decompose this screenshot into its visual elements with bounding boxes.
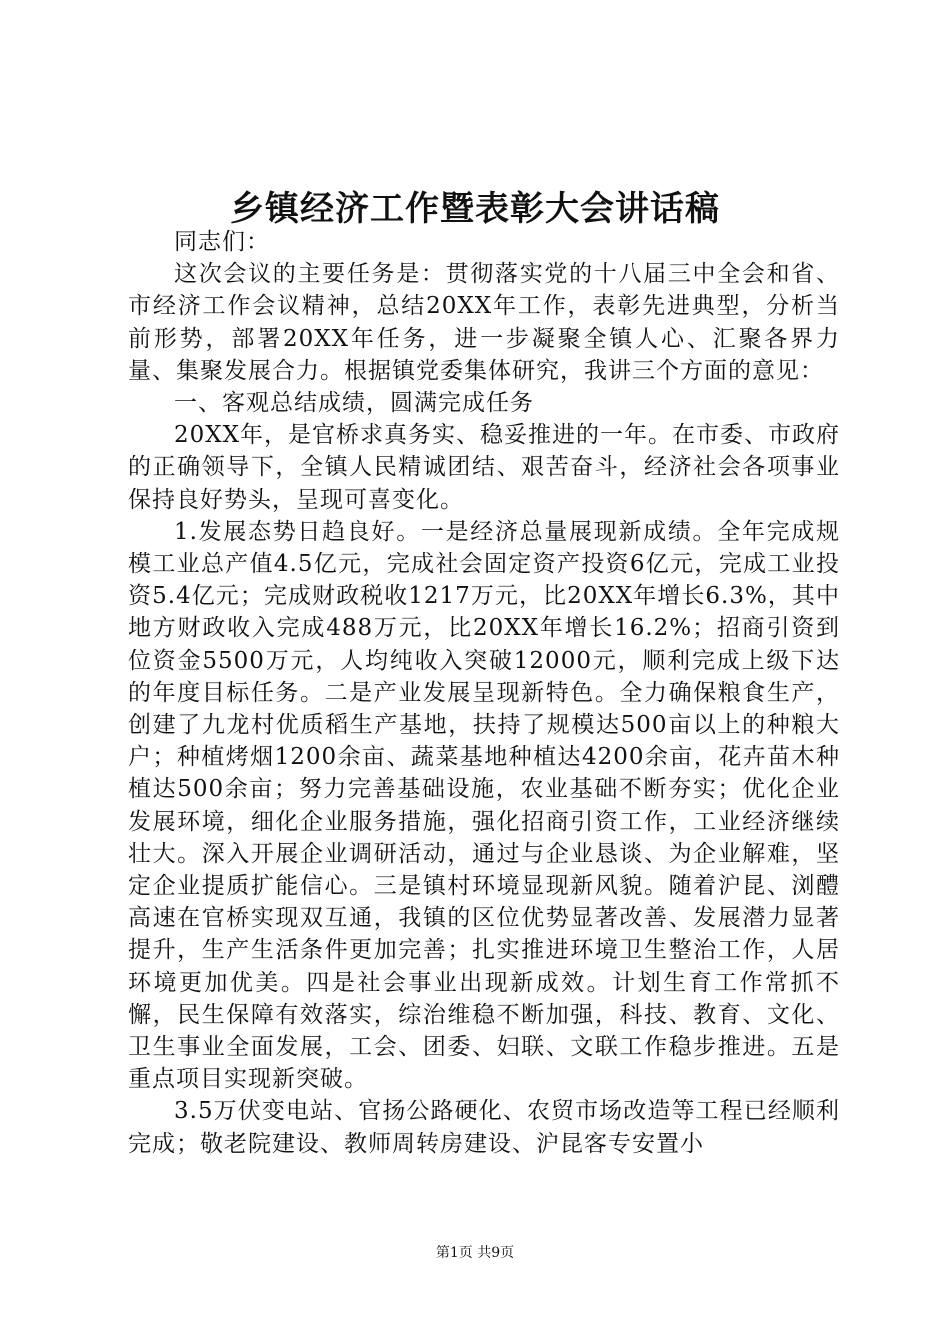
section-heading: 一、客观总结成绩，圆满完成任务 [174, 390, 534, 417]
body-paragraph: 1.发展态势日趋良好。一是经济总量展现新成绩。全年完成规模工业总产值4.5亿元，完成社会固定资产投资6亿元，完成工业投资5.4亿元；完成财政税收1217万元，比20XX年增长6.3%，其中地方财政收入完成488万元，比20XX年增长16.2%；招商引资到位资金5500万元，人均纯收入突破12000元，顺利完成上级下达的年度目标任务。二是产业发展呈现新特色。全力确保粮食生产，创建了九龙村优质稻生产基地，扶持了规模达500亩以上的种粮大户；种植烤烟1200余亩、蔬菜基地种植达4200余亩，花卉苗木种植达500余亩；努力完善基础设施，农业基础不断夯实；优化企业发展环境，细化企业服务措施，强化招商引资工作，工业经济继续壮大。深入开展企业调研活动，通过与企业恳谈、为企业解难，坚定企业提质扩能信心。三是镇村环境显现新风貌。随着沪昆、浏醴高速在官桥实现双互通，我镇的区位优势显著改善、发展潜力显著提升，生产生活条件更加完善；扎实推进环境卫生整治工作，人居环境更加优美。四是社会事业出现新成效。计划生育工作常抓不懈，民生保障有效落实，综治维稳不断加强，科技、教育、文化、卫生事业全面发展，工会、团委、妇联、文联工作稳步推进。五是重点项目实现新突破。 [128, 518, 840, 1093]
body-paragraph: 3.5万伏变电站、官扬公路硬化、农贸市场改造等工程已经顺利完成；敬老院建设、教师周转房建设、沪昆客专安置小 [128, 1098, 840, 1157]
intro-paragraph: 这次会议的主要任务是：贯彻落实党的十八届三中全会和省、市经济工作会议精神，总结20XX年工作，表彰先进典型，分析当前形势，部署20XX年任务，进一步凝聚全镇人心、汇聚各界力量、集聚发展合力。根据镇党委集体研究，我讲三个方面的意见： [128, 261, 840, 384]
page-number-footer: 第1页 共9页 [435, 1245, 515, 1261]
document-title: 乡镇经济工作暨表彰大会讲话稿 [230, 189, 720, 229]
salutation-paragraph: 同志们： [174, 229, 270, 255]
body-paragraph: 20XX年，是官桥求真务实、稳妥推进的一年。在市委、市政府的正确领导下，全镇人民精诚团结、艰苦奋斗，经济社会各项事业保持良好势头，呈现可喜变化。 [128, 422, 841, 513]
document-body [128, 226, 840, 1160]
